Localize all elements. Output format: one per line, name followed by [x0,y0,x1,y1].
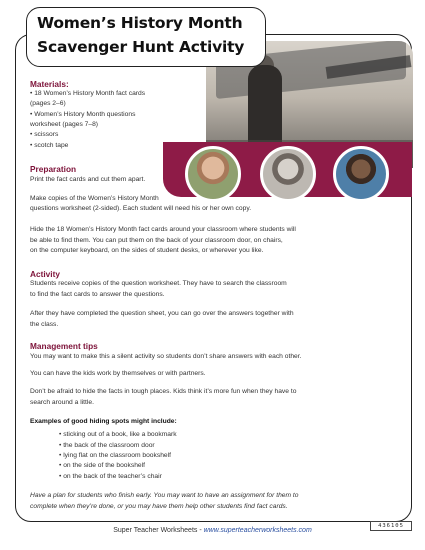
example-item: • sticking out of a book, like a bookmark [59,431,177,438]
materials-item: (pages 2–6) [30,100,66,107]
title-line-1: Women’s History Month [37,14,243,32]
preparation-text: be able to find them. You can put them on the back of your classroom door, on chairs, [30,237,283,244]
materials-heading: Materials: [30,79,69,89]
tips-text: You can have the kids work by themselves or with partners. [30,370,206,377]
portrait-photo-2 [260,146,316,202]
portrait-photo-1 [185,146,241,202]
activity-text: the class. [30,321,59,328]
activity-text: Students receive copies of the question worksheet. They have to search the classroom [30,280,287,287]
tips-heading: Management tips [30,341,98,351]
examples-heading: Examples of good hiding spots might include: [30,418,177,425]
materials-item: • scotch tape [30,142,69,149]
example-item: • on the side of the bookshelf [59,462,145,469]
preparation-text: Print the fact cards and cut them apart. [30,176,146,183]
worksheet-code: 436105 [370,521,412,531]
materials-item: • scissors [30,131,59,138]
preparation-text: Make copies of the Women’s History Month [30,195,159,202]
example-item: • lying flat on the classroom bookshelf [59,452,171,459]
example-item: • the back of the classroom door [59,442,155,449]
footer-brand: Super Teacher Worksheets - [113,527,204,534]
preparation-text: questions worksheet (2-sided). Each student will need his or her own copy. [30,205,252,212]
tips-text: search around a little. [30,399,94,406]
tips-text: Don’t be afraid to hide the facts in tough places. Kids think it’s more fun when they have to [30,388,297,395]
footer-link[interactable]: www.superteacherworksheets.com [203,527,312,534]
title-box [26,7,266,67]
example-item: • on the back of the teacher’s chair [59,473,162,480]
preparation-text: Hide the 18 Women’s History Month fact cards around your classroom where students will [30,226,296,233]
activity-text: After they have completed the question sheet, you can go over the answers together with [30,310,294,317]
footer [0,527,425,534]
preparation-heading: Preparation [30,164,77,174]
tips-text: You may want to make this a silent activity so students don’t share answers with each other. [30,353,302,360]
title-line-2: Scavenger Hunt Activity [37,38,245,56]
activity-heading: Activity [30,269,60,279]
materials-item: • Women’s History Month questions [30,111,136,118]
activity-text: to find the fact cards to answer the questions. [30,291,165,298]
closing-text: complete when they’re done, or you may have them help other students find fact cards. [30,503,288,510]
materials-item: worksheet (pages 7–8) [30,121,99,128]
materials-item: • 18 Women’s History Month fact cards [30,90,146,97]
preparation-text: on the computer keyboard, on the sides of student desks, or wherever you like. [30,247,264,254]
closing-text: Have a plan for students who finish early. You may want to have an assignment for them to [30,492,299,499]
portrait-photo-3 [333,146,389,202]
